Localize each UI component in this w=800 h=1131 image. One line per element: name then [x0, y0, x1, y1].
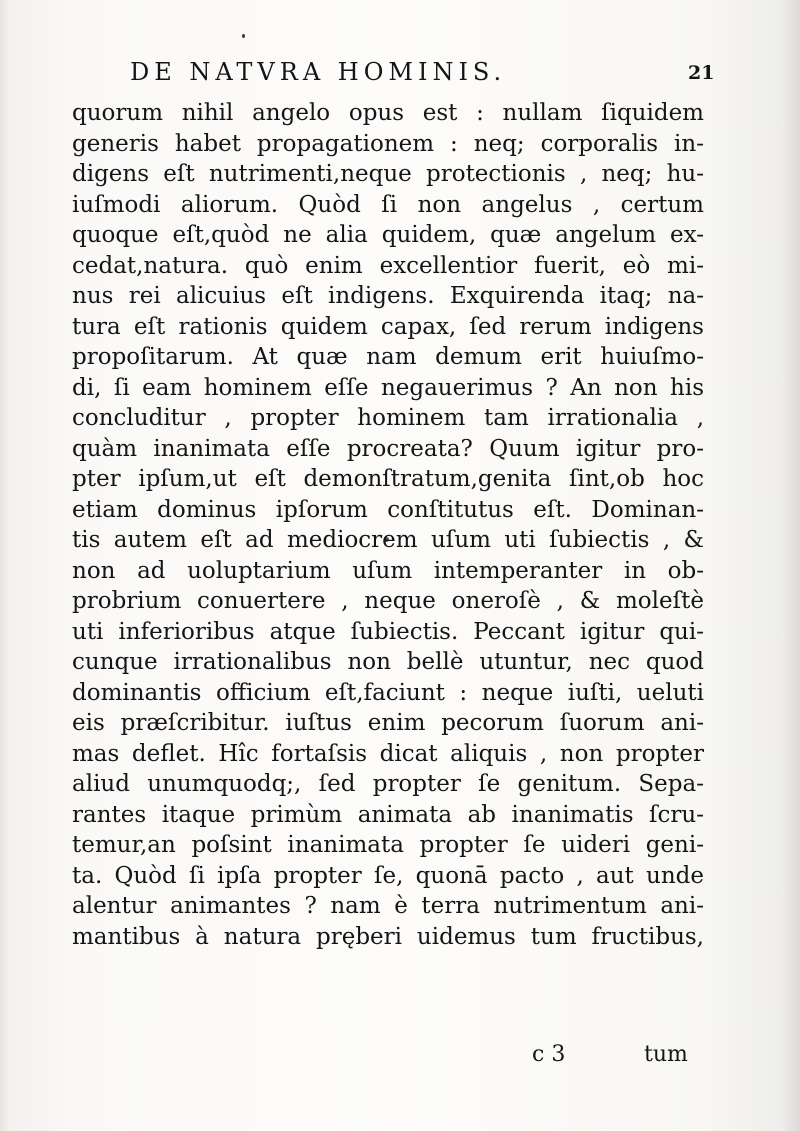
- text-line: aliud unumquodq;, ſed propter ſe genitum. Sepa-: [72, 771, 704, 797]
- text-line: quorum nihil angelo opus est : nullam ſiquidem: [72, 100, 704, 126]
- text-line: eis præſcribitur. iuſtus enim pecorum ſuorum ani-: [72, 710, 704, 736]
- text-line: probrium conuertere , neque oneroſè , & moleſtè: [72, 588, 704, 614]
- text-line: quoque eſt,quòd ne alia quidem, quæ angelum ex-: [72, 222, 704, 248]
- text-line: mas deflet. Hîc fortaſsis dicat aliquis , non propter: [72, 740, 704, 767]
- text-line: di, ſi eam hominem eſſe negauerimus ? An non his: [72, 374, 704, 401]
- ink-speck: [242, 34, 245, 38]
- text-line: cedat,natura. quò enim excellentior fuerit, eò mi-: [72, 252, 704, 279]
- text-line: quàm inanimata eſſe procreata? Quum igitur pro-: [72, 435, 704, 462]
- text-line: ta. Quòd ſi ipſa propter ſe, quonā pacto , aut unde: [72, 862, 704, 889]
- text-line: iuſmodi aliorum. Quòd ſi non angelus , certum: [72, 191, 704, 218]
- text-line: mantibus à natura pręberi uidemus tum fructibus,: [72, 923, 704, 950]
- text-line: alentur animantes ? nam è terra nutrimentum ani-: [72, 893, 704, 919]
- text-line: rantes itaque primùm animata ab inanimatis ſcru-: [72, 801, 704, 828]
- text-line: tura eſt rationis quidem capax, ſed rerum indigens: [72, 313, 704, 340]
- text-line: etiam dominus ipſorum conſtitutus eſt. Dominan-: [72, 496, 704, 523]
- text-line: generis habet propagationem : neq; corporalis in-: [72, 130, 704, 157]
- text-line: tis autem eſt ad mediocrem uſum uti ſubiectis , &: [72, 527, 704, 553]
- page-left-shadow: [0, 0, 10, 1131]
- signature-mark: c 3: [532, 1042, 566, 1067]
- running-head: [0, 58, 800, 94]
- text-line: propoſitarum. At quæ nam demum erit huiuſmo-: [72, 344, 704, 370]
- text-line: uti inferioribus atque ſubiectis. Peccant igitur qui-: [72, 618, 704, 645]
- catchword: tum: [644, 1042, 688, 1067]
- running-title: DE NATVRA HOMINIS.: [130, 58, 507, 86]
- text-line: digens eſt nutrimenti,neque protectionis , neq; hu-: [72, 161, 704, 187]
- text-line: pter ipſum,ut eſt demonſtratum,genita ſint,ob hoc: [72, 466, 704, 492]
- text-line: nus rei alicuius eſt indigens. Exquirenda itaq; na-: [72, 283, 704, 309]
- body-text: [72, 98, 704, 952]
- text-line: concluditur , propter hominem tam irrationalia ,: [72, 405, 704, 431]
- page-right-shadow: [782, 0, 800, 1131]
- page-number: 21: [688, 62, 715, 84]
- text-line: cunque irrationalibus non bellè utuntur, nec quod: [72, 649, 704, 675]
- text-line: dominantis officium eſt,faciunt : neque iuſti, ueluti: [72, 679, 704, 706]
- text-line: temur,an poſsint inanimata propter ſe uideri geni-: [72, 832, 704, 858]
- text-line: non ad uoluptarium uſum intemperanter in ob-: [72, 557, 704, 584]
- page-footer: [0, 1042, 800, 1076]
